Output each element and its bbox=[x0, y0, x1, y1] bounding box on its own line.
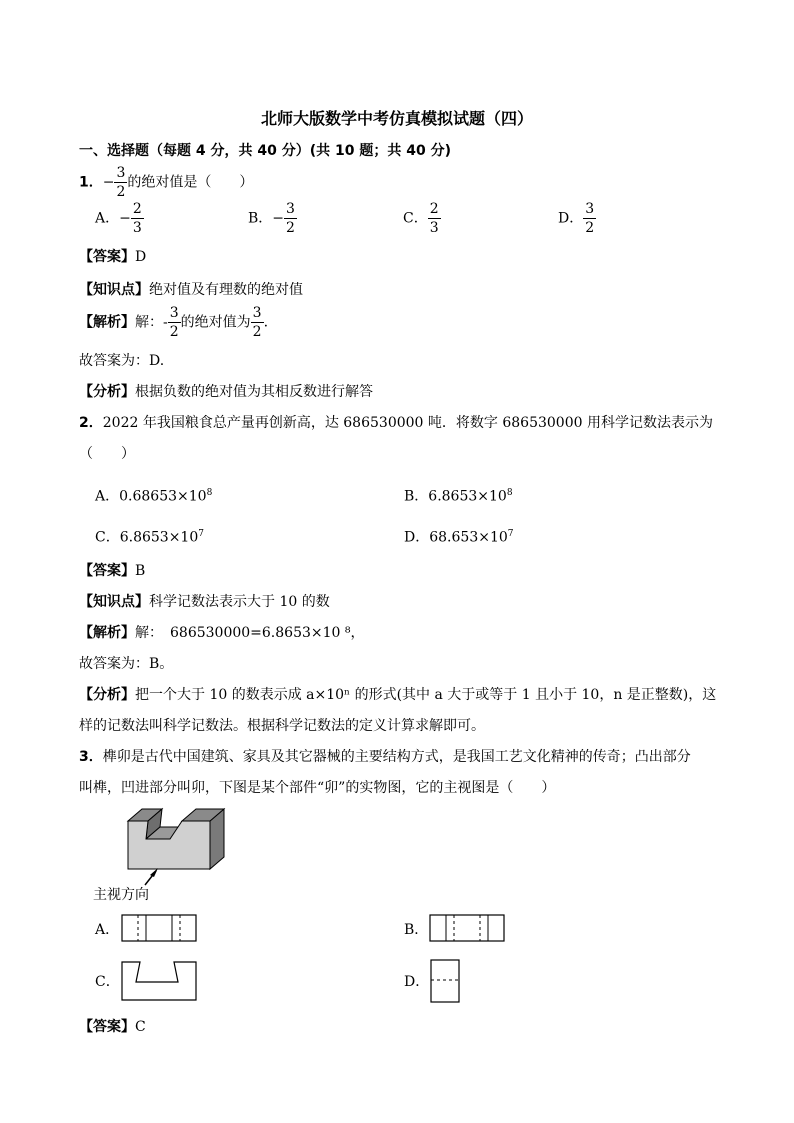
option-c: C．$6.8653\times 10^7$ bbox=[95, 529, 204, 546]
question-2-paren: （ ） bbox=[79, 446, 135, 462]
option-b-view bbox=[428, 913, 506, 943]
option-c: C． bbox=[95, 974, 120, 990]
option-d: D． bbox=[404, 974, 430, 990]
question-3: 3．榫卯是古代中国建筑、家具及其它器械的主要结构方式，是我国工艺文化精神的传奇；凸出部分 bbox=[79, 749, 691, 765]
option-b: B．$6.8653\times 10^8$ bbox=[404, 488, 513, 505]
conclusion-2: 故答案为：B。 bbox=[79, 656, 174, 672]
fraction: $\frac{3}{2}$ bbox=[116, 165, 126, 200]
analysis-1: 【解析】解：- $\frac{3}{2}$ 的绝对值为 $\frac{3}{2}$ . bbox=[79, 305, 269, 340]
option-b: B． bbox=[404, 922, 429, 938]
answer-2: 【答案】B bbox=[79, 563, 146, 579]
question-2: 2．2022 年我国粮食总产量再创新高，达 686530000 吨．将数字 686530000 用科学记数法表示为 bbox=[79, 415, 713, 431]
option-a: A．$0.68653\times 10^8$ bbox=[95, 488, 213, 505]
knowledge-2: 【知识点】科学记数法表示大于 10 的数 bbox=[79, 594, 330, 610]
figure-caption: 主视方向 bbox=[93, 887, 149, 903]
discussion-1: 【分析】根据负数的绝对值为其相反数进行解答 bbox=[79, 384, 373, 400]
answer-1: 【答案】D bbox=[79, 249, 147, 265]
option-a: A．− $\frac{2}{3}$ bbox=[95, 201, 142, 236]
option-d-view bbox=[429, 958, 461, 1004]
knowledge-1: 【知识点】绝对值及有理数的绝对值 bbox=[79, 282, 303, 298]
option-a: A． bbox=[95, 922, 120, 938]
option-d: D． $\frac{3}{2}$ bbox=[558, 201, 595, 236]
question-1: 1．− $\frac{3}{2}$ 的绝对值是（ ） bbox=[79, 165, 254, 200]
page-title: 北师大版数学中考仿真模拟试题（四） bbox=[260, 109, 533, 128]
analysis-2: 【解析】解： 686530000=6.8653×10 ⁸， bbox=[79, 625, 365, 641]
conclusion-1: 故答案为：D. bbox=[79, 353, 165, 369]
option-b: B．− $\frac{3}{2}$ bbox=[248, 201, 295, 236]
answer-3: 【答案】C bbox=[79, 1019, 146, 1035]
option-d: D．$68.653\times 10^7$ bbox=[404, 529, 514, 546]
discussion-2: 【分析】把一个大于 10 的数表示成 a×10ⁿ 的形式(其中 a 大于或等于 1 且小于 10，n 是正整数)，这 bbox=[79, 687, 717, 703]
option-c: C． $\frac{2}{3}$ bbox=[403, 201, 439, 236]
option-c-view bbox=[120, 960, 198, 1002]
section-heading: 一、选择题（每题 4 分，共 40 分）(共 10 题；共 40 分) bbox=[79, 143, 451, 159]
question-3-cont: 叫榫，凹进部分叫卯，下图是某个部件“卯”的实物图，它的主视图是（ ） bbox=[79, 780, 556, 796]
option-a-view bbox=[120, 913, 198, 943]
discussion-2-cont: 样的记数法叫科学记数法。根据科学记数法的定义计算求解即可。 bbox=[79, 718, 485, 734]
